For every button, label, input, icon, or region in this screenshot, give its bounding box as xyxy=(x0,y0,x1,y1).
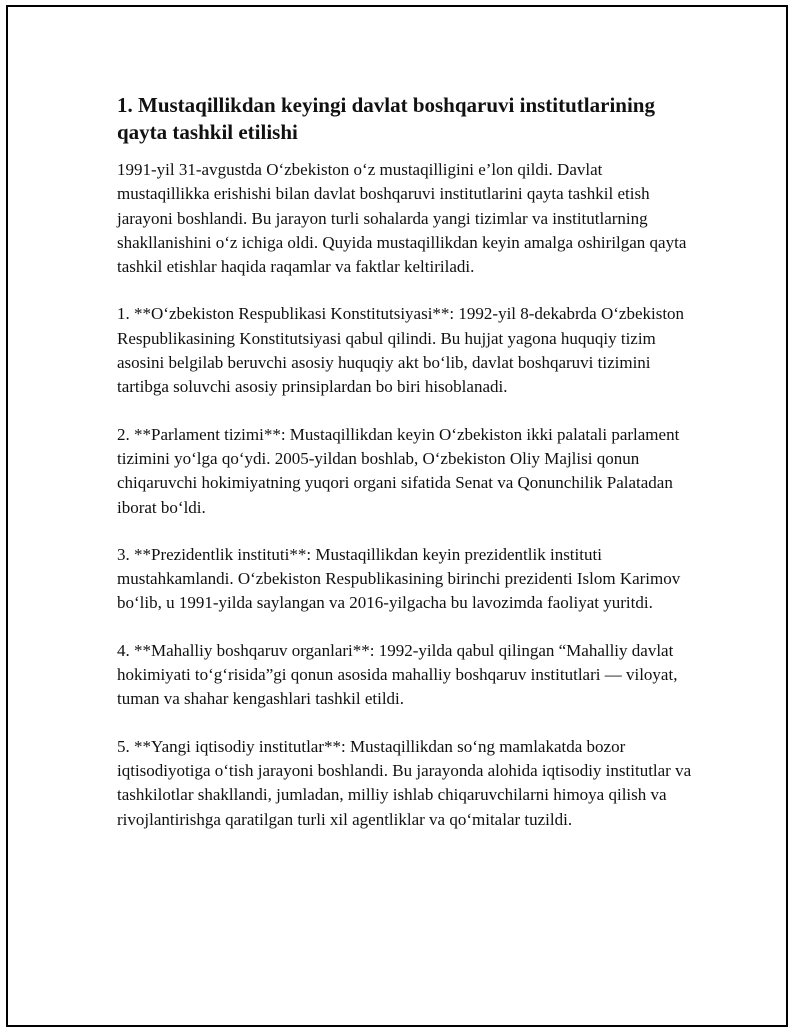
paragraph-economic-institutions: 5. **Yangi iqtisodiy institutlar**: Mustaqillikdan so‘ng mamlakatda bozor iqtisodiyotiga o‘tish jarayoni boshlandi. Bu jarayonda alohida iqtisodiy institutlar va tashkilotlar shakllandi, jumladan, milliy ishlab chiqaruvchilarni himoya qilish va rivojlantirishga qaratilgan turli xil agentliklar va qo‘mitalar tuzildi. xyxy=(117,736,692,829)
document-body xyxy=(117,92,697,855)
paragraph-presidency: 3. **Prezidentlik instituti**: Mustaqillikdan keyin prezidentlik instituti mustahkamlandi. O‘zbekiston Respublikasining birinchi prezidenti Islom Karimov bo‘lib, u 1991-yilda saylangan va 2016-yilgacha bu lavozimda faoliyat yuritdi. xyxy=(117,544,681,613)
paragraph-local-government: 4. **Mahalliy boshqaruv organlari**: 1992-yilda qabul qilingan “Mahalliy davlat hokimiyati to‘g‘risida”gi qonun asosida mahalliy boshqaruv institutlari — viloyat, tuman va shahar kengashlari tashkil etildi. xyxy=(117,640,678,709)
paragraph-parliament: 2. **Parlament tizimi**: Mustaqillikdan keyin O‘zbekiston ikki palatali parlament tizimini yo‘lga qo‘ydi. 2005-yildan boshlab, O‘zbekiston Oliy Majlisi qonun chiqaruvchi hokimiyatning yuqori organi sifatida Senat va Qonunchilik Palatadan iborat bo‘ldi. xyxy=(117,424,680,517)
document-title: 1. Mustaqillikdan keyingi davlat boshqaruvi institutlarining qayta tashkil etilishi xyxy=(117,93,655,144)
intro-paragraph: 1991-yil 31-avgustda O‘zbekiston o‘z mustaqilligini e’lon qildi. Davlat mustaqillikka erishishi bilan davlat boshqaruvi institutlarini qayta tashkil etish jarayoni boshlandi. Bu jarayon turli sohalarda yangi tizimlar va institutlarning shakllanishini o‘z ichiga oldi. Quyida mustaqillikdan keyin amalga oshirilgan qayta tashkil etishlar haqida raqamlar va faktlar keltiriladi. xyxy=(117,160,687,277)
paragraph-constitution: 1. **O‘zbekiston Respublikasi Konstitutsiyasi**: 1992-yil 8-dekabrda O‘zbekiston Respublikasining Konstitutsiyasi qabul qilindi. Bu hujjat yagona huquqiy tizim asosini belgilab beruvchi asosiy huquqiy akt bo‘lib, davlat boshqaruvi tizimini tartibga soluvchi asosiy prinsiplardan bo biri hisoblanadi. xyxy=(117,304,685,397)
